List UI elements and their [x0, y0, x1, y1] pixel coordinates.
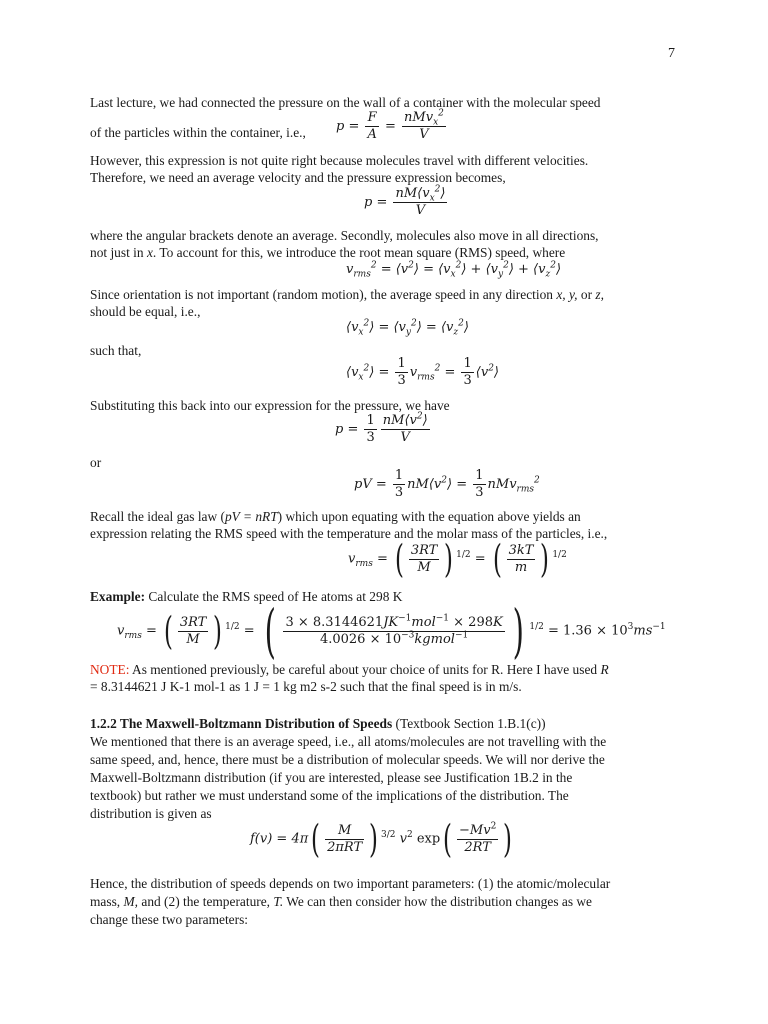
equation-pv: pV = $\frac{1}{3}$ $nM⟨v^2⟩$ = $\frac{1}{3}$ nMv$_{rms}^2$: [354, 468, 540, 500]
paragraph-line: change these two parameters:: [90, 912, 249, 927]
note-label: NOTE:: [90, 662, 130, 677]
paragraph-line: expression relating the RMS speed with the temperature and the molar mass of the particles, i.e.,: [90, 526, 608, 541]
paragraph-line: where the angular brackets denote an average. Secondly, molecules also move in all directions,: [90, 228, 599, 243]
equation-vrms: $v_{rms}$ = ( $\frac{3RT}{M}$ ) $^{1/2}$ = ( $\frac{3kT}{m}$ ) $^{1/2}$: [348, 537, 567, 581]
paragraph-line: However, this expression is not quite right because molecules travel with different velocities.: [90, 153, 589, 168]
example-line: Example: Calculate the RMS speed of He atoms at 298 K: [90, 589, 403, 604]
page-number: 7: [668, 46, 675, 61]
paragraph-line: of the particles within the container, i.e.,: [90, 125, 306, 140]
note-line: NOTE: As mentioned previously, be careful about your choice of units for R. Here I have used R: [90, 662, 609, 677]
equation-pressure-rms: p = $\frac{1}{3}$ $\frac{nM⟨v^2⟩}{V}$: [335, 411, 428, 445]
equation-maxwell-boltzmann: f(v) = 4π( $\frac{M}{\text{2πRT}}$ ) $^{3/2}$ $v^2$ exp( $\frac{-Mv^2}{2RT}$ ): [250, 817, 513, 861]
paragraph-line: same speed, and, hence, there must be a distribution of molecular speeds. We will nor derive the: [90, 752, 605, 767]
paragraph-line: Recall the ideal gas law (pV = nRT) which upon equating with the equation above yields an: [90, 509, 581, 524]
equation-rms-definition: $v_{rms}^2$ = $⟨v^2⟩$ = $⟨v_x^2⟩$ + $⟨v_y^2⟩$ + $⟨v_z^2⟩$: [346, 260, 562, 280]
equation-isotropy: $⟨v_x^2⟩$ = $⟨v_y^2⟩$ = $⟨v_z^2⟩$: [346, 318, 469, 338]
paragraph-line: Last lecture, we had connected the pressure on the wall of a container with the molecular speed: [90, 95, 601, 110]
paragraph-line: such that,: [90, 343, 142, 358]
paragraph-line: textbook) but rather we must understand some of the implications of the distribution. The: [90, 788, 569, 803]
equation-pressure-basic: p = $\frac{F}{A}$ = $\frac{nMv_x^2}{V}$: [336, 108, 444, 142]
section-heading: 1.2.2 The Maxwell-Boltzmann Distribution of Speeds (Textbook Section 1.B.1(c)): [90, 716, 546, 731]
paragraph-line: Since orientation is not important (random motion), the average speed in any direction x, y, or z,: [90, 287, 604, 302]
paragraph-line: Maxwell-Boltzmann distribution (if you are interested, please see Justification 1B.2 in the: [90, 770, 573, 785]
equation-pressure-average: p = $\frac{nM⟨v_x^2⟩}{V}$: [364, 184, 446, 218]
paragraph-line: or: [90, 455, 102, 470]
paragraph-line: Substituting this back into our expression for the pressure, we have: [90, 398, 450, 413]
paragraph-line: mass, M, and (2) the temperature, T. We can then consider how the distribution changes as we: [90, 894, 592, 909]
paragraph-line: should be equal, i.e.,: [90, 304, 201, 319]
paragraph-line: Hence, the distribution of speeds depends on two important parameters: (1) the atomic/molecular: [90, 876, 611, 891]
paragraph-line: distribution is given as: [90, 806, 212, 821]
equation-component-rms: $⟨v_x^2⟩$ = $\frac{1}{3}$ $v_{rms}^2$ = $\frac{1}{3}$ $⟨v^2⟩$: [346, 356, 499, 388]
note-line: = 8.3144621 J K-1 mol-1 as 1 J = 1 kg m2 s-2 such that the final speed is in m/s.: [90, 679, 522, 694]
paragraph-line: Therefore, we need an average velocity and the pressure expression becomes,: [90, 170, 506, 185]
equation-example-calc: $v_{rms}$ = ( $\frac{3RT}{M}$ ) $^{1/2}$ = ( $\frac{3 \times 8.3144621JK^{-1}mol^{-1} \times 298K}{4.0026 \times 10^{-3}kgmol^{-1}}$ ) $^{1/2} = 1.36 \times 10^3ms^{-1}$: [117, 597, 666, 665]
paragraph-line: not just in x. To account for this, we introduce the root mean square (RMS) speed, where: [90, 245, 566, 260]
paragraph-line: We mentioned that there is an average speed, i.e., all atoms/molecules are not travelling with the: [90, 734, 607, 749]
